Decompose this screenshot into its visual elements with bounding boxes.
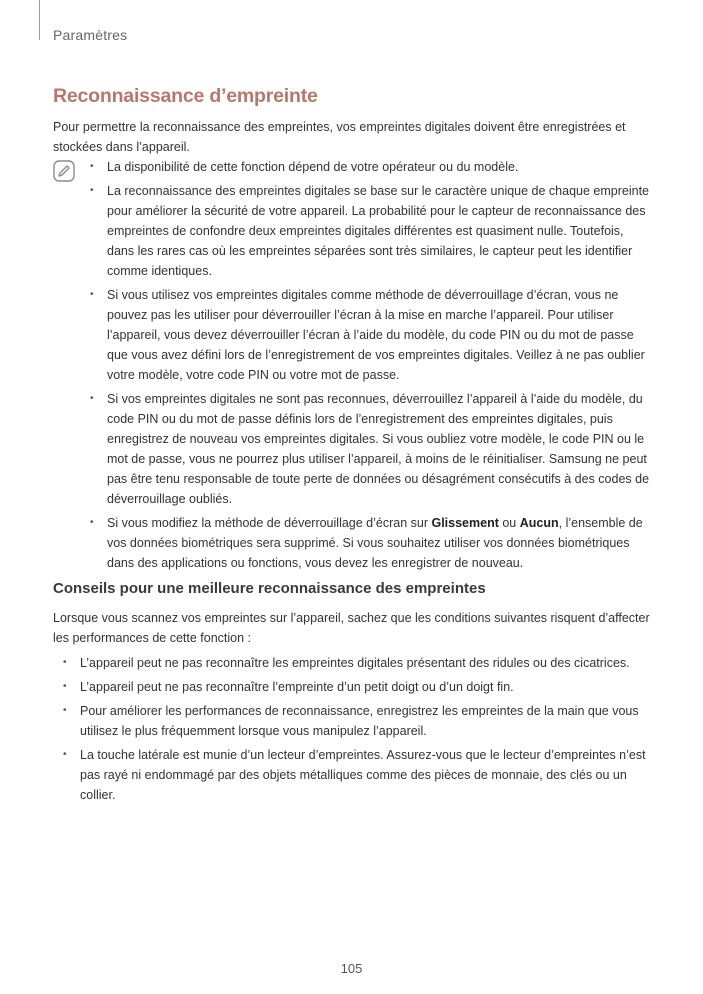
note-pencil-icon bbox=[53, 160, 75, 182]
note-text: Si vous modifiez la méthode de déverrouillage d’écran sur bbox=[107, 516, 432, 530]
subsection-intro: Lorsque vous scannez vos empreintes sur l’appareil, sachez que les conditions suivantes risquent d’affecter les performances de cette fonction : bbox=[53, 611, 650, 645]
header-divider bbox=[39, 0, 40, 40]
note-item: • Si vous utilisez vos empreintes digitales comme méthode de déverrouillage d’écran, vous ne pouvez pas les utiliser pour déverrouiller l’écran à la mise en marche l’appareil. Pour utiliser l’appareil, vous devez déverrouiller l’écran à l’aide du modèle, du code PIN ou du mot de passe que vous avez défini lors de l’enregistrement de vos empreintes digitales. Veillez à ne pas oublier votre modèle, votre code PIN ou votre mot de passe. bbox=[107, 285, 652, 385]
tips-list bbox=[80, 653, 652, 809]
note-item: • Si vos empreintes digitales ne sont pas reconnues, déverrouillez l’appareil à l’aide du modèle, du code PIN ou du mot de passe définis lors de l’enregistrement des empreintes digitales, puis enregistrez de nouveau vos empreintes digitales. Si vous oubliez votre modèle, le code PIN ou le mot de passe, vous ne pourrez plus utiliser l’appareil, à moins de le réinitialiser. Samsung ne peut pas être tenu responsable de toute perte de données ou désagrément consécutifs à des codes de déverrouillage oubliés. bbox=[107, 389, 652, 509]
option-glissement: Glissement bbox=[431, 516, 499, 530]
note-list bbox=[107, 157, 652, 577]
tip-item: • Pour améliorer les performances de reconnaissance, enregistrez les empreintes de la main que vous utilisez le plus fréquemment lorsque vous manipulez l’appareil. bbox=[80, 701, 652, 741]
subsection-title: Conseils pour une meilleure reconnaissance des empreintes bbox=[53, 580, 486, 597]
tip-item: • La touche latérale est munie d’un lecteur d’empreintes. Assurez-vous que le lecteur d’empreintes n’est pas rayé ni endommagé par des objets métalliques comme des pièces de monnaie, des clés ou un collier. bbox=[80, 745, 652, 805]
tip-item: • L’appareil peut ne pas reconnaître l’empreinte d’un petit doigt ou d’un doigt fin. bbox=[80, 677, 652, 697]
note-item: • La reconnaissance des empreintes digitales se base sur le caractère unique de chaque empreinte pour améliorer la sécurité de votre appareil. La probabilité pour le capteur de reconnaissance des empreintes de confondre deux empreintes digitales différentes est quasiment nulle. Toutefois, dans les rares cas où les empreintes séparées sont très similaires, le capteur peut les identifier comme identiques. bbox=[107, 181, 652, 281]
page-number: 105 bbox=[340, 961, 363, 976]
section-title: Reconnaissance d’empreinte bbox=[53, 85, 318, 107]
note-item bbox=[107, 513, 652, 573]
option-aucun: Aucun bbox=[519, 516, 559, 530]
header-title: Paramètres bbox=[53, 27, 128, 43]
note-text: ou bbox=[498, 516, 520, 530]
section-intro: Pour permettre la reconnaissance des empreintes, vos empreintes digitales doivent être enregistrées et stockées dans l’appareil. bbox=[53, 120, 626, 154]
note-text: , l’ensemble de vos données biométriques sera supprimé. Si vous souhaitez utiliser vos données biométriques dans des applications ou fonctions, vous devez les enregistrer de nouveau. bbox=[107, 516, 643, 570]
note-item: • La disponibilité de cette fonction dépend de votre opérateur ou du modèle. bbox=[107, 157, 652, 177]
tip-item: • L’appareil peut ne pas reconnaître les empreintes digitales présentant des ridules ou des cicatrices. bbox=[80, 653, 652, 673]
